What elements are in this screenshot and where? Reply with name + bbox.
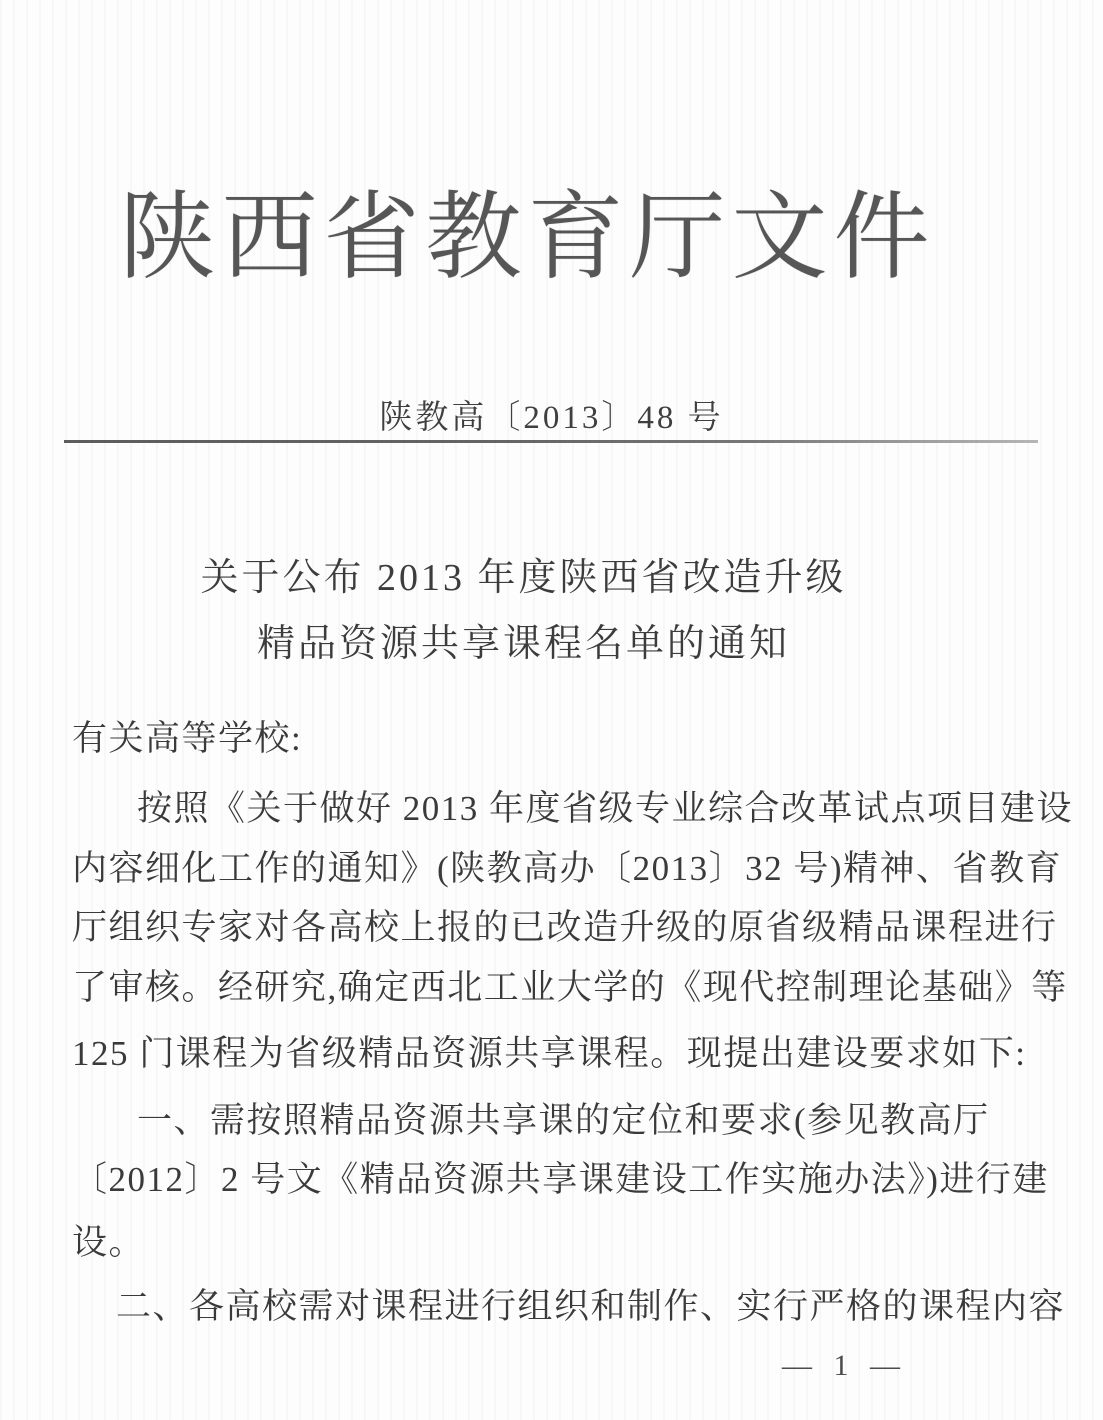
- body-line: 设。: [72, 1223, 146, 1262]
- salutation: 有关高等学校:: [72, 719, 303, 758]
- notice-title-line-1: 关于公布 2013 年度陕西省改造升级: [200, 557, 847, 599]
- page-number: — 1 —: [782, 1349, 907, 1382]
- body-line: 厅组织专家对各高校上报的已改造升级的原省级精品课程进行: [72, 908, 1058, 947]
- agency-header-title: 陕西省教育厅文件: [119, 184, 936, 291]
- notice-title-line-2: 精品资源共享课程名单的通知: [256, 623, 790, 665]
- body-line: 内容细化工作的通知》(陕教高办〔2013〕32 号)精神、省教育: [72, 849, 1063, 888]
- body-line: 了审核。经研究,确定西北工业大学的《现代控制理论基础》等: [72, 968, 1068, 1007]
- document-number: 陕教高〔2013〕48 号: [379, 400, 724, 436]
- body-line: 〔2012〕2 号文《精品资源共享课建设工作实施办法》)进行建: [72, 1160, 1049, 1199]
- header-divider-rule: [64, 440, 1038, 443]
- body-line: 二、各高校需对课程进行组织和制作、实行严格的课程内容: [116, 1287, 1066, 1326]
- body-line: 按照《关于做好 2013 年度省级专业综合改革试点项目建设: [137, 789, 1074, 828]
- notice-title: [0, 545, 1075, 677]
- body-line: 一、需按照精品资源共享课的定位和要求(参见教高厅: [137, 1101, 990, 1140]
- body-line: 125 门课程为省级精品资源共享课程。现提出建设要求如下:: [72, 1034, 1027, 1073]
